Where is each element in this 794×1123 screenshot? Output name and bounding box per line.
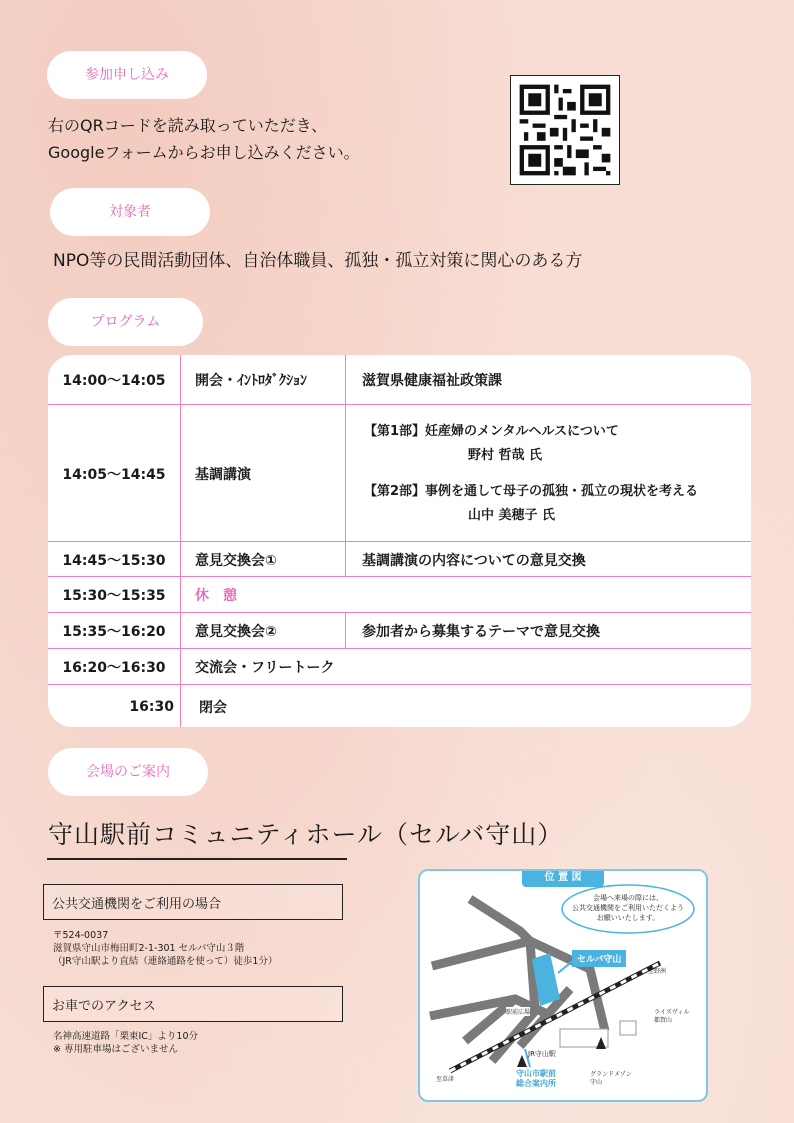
venue-underline <box>47 858 347 860</box>
program-row <box>48 355 751 404</box>
apply-line-2: Googleフォームからお申し込みください。 <box>48 143 360 162</box>
program-row <box>48 648 751 685</box>
map-plaza-label: 駅前広場 <box>506 1009 531 1016</box>
program-time: 15:35～16:20 <box>62 624 166 640</box>
section-venue-heading: 会場のご案内 <box>48 748 208 796</box>
venue-name: 守山駅前コミュニティホール（セルバ守山） <box>48 820 564 849</box>
location-map <box>418 869 708 1102</box>
program-title: 交流会・フリートーク <box>180 649 751 685</box>
qr-code[interactable] <box>510 75 620 185</box>
program-desc <box>345 405 751 542</box>
program-table <box>48 355 751 727</box>
map-info-center-label <box>516 1069 556 1089</box>
apply-line-1: 右のQRコードを読み取っていただき、 <box>48 116 328 135</box>
keynote-speaker-2: 山中 美穂子 氏 <box>468 507 556 523</box>
map-selva-label: セルバ守山 <box>572 950 626 967</box>
venue-address: 滋賀県守山市梅田町2-1-301 セルバ守山３階 <box>53 943 245 954</box>
map-callout <box>566 893 690 923</box>
program-desc: 参加者から募集するテーマで意見交換 <box>345 613 751 649</box>
program-row <box>48 576 751 613</box>
postal-code: 〒524-0037 <box>53 930 109 941</box>
target-text: NPO等の民間活動団体、自治体職員、孤独・孤立対策に関心のある方 <box>53 251 583 271</box>
map-callout-line-2: 公共交通機関をご利用いただくよう <box>572 904 684 912</box>
keynote-speaker-1: 野村 哲哉 氏 <box>468 447 543 463</box>
program-desc: 滋賀県健康福祉政策課 <box>345 355 751 404</box>
map-yasu-label: 至野洲 <box>648 968 667 975</box>
public-transport-label: 公共交通機関をご利用の場合 <box>43 884 343 920</box>
section-apply-heading: 参加申し込み <box>47 51 207 99</box>
program-title: 休 憩 <box>180 577 751 613</box>
map-risevil-line-1: ライズヴィル <box>654 1009 690 1016</box>
map-title: 位 置 図 <box>522 869 604 887</box>
keynote-part-2: 【第2部】事例を通して母子の孤独・孤立の現状を考える <box>364 483 699 499</box>
map-risevil-label <box>654 1009 689 1025</box>
map-grandmaison-line-1: グランドメゾン <box>590 1071 632 1078</box>
map-grandmaison-line-2: 守山 <box>590 1079 603 1086</box>
map-info-line-2: 総合案内所 <box>516 1079 556 1088</box>
car-access-route: 名神高速道路「栗東IC」より10分 <box>53 1031 199 1042</box>
program-time: 16:20～16:30 <box>62 660 166 676</box>
station-access-note: （JR守山駅より直結（連絡通路を使って）徒歩1分） <box>53 956 278 967</box>
parking-note: ※ 専用駐車場はございません <box>53 1044 178 1055</box>
program-title: 開会・ｲﾝﾄﾛﾀﾞｸｼｮﾝ <box>180 355 345 404</box>
program-time: 16:30 <box>129 698 174 715</box>
venue-address-block <box>53 929 277 968</box>
car-access-block <box>53 1030 198 1056</box>
map-jr-station-label: JR守山駅 <box>528 1050 556 1058</box>
program-title: 意見交換会② <box>180 613 345 649</box>
program-row <box>48 404 751 542</box>
car-access-label: お車でのアクセス <box>43 986 343 1022</box>
program-time: 14:00～14:05 <box>62 372 166 389</box>
program-time: 14:45～15:30 <box>62 552 166 569</box>
program-row <box>48 541 751 577</box>
map-grandmaison-label <box>590 1071 632 1087</box>
map-callout-line-3: お願いいたします。 <box>596 914 660 922</box>
program-title: 閉会 <box>180 685 751 727</box>
map-risevil-line-2: 都賀山 <box>654 1017 673 1024</box>
program-time: 15:30～15:35 <box>62 588 166 604</box>
map-info-line-1: 守山市駅前 <box>516 1069 556 1078</box>
program-title: 意見交換会① <box>180 542 345 577</box>
section-target-heading: 対象者 <box>50 188 210 236</box>
map-kusatsu-label: 至草津 <box>436 1076 455 1083</box>
program-title: 基調講演 <box>180 405 345 542</box>
program-row <box>48 612 751 649</box>
program-time: 14:05～14:45 <box>62 466 166 483</box>
apply-text <box>48 112 360 166</box>
keynote-part-1: 【第1部】妊産婦のメンタルヘルスについて <box>364 423 619 439</box>
section-program-heading: プログラム <box>48 298 203 346</box>
program-desc: 基調講演の内容についての意見交換 <box>345 542 751 577</box>
program-row <box>48 684 751 727</box>
map-callout-line-1: 会場へ来場の際には、 <box>593 894 663 902</box>
